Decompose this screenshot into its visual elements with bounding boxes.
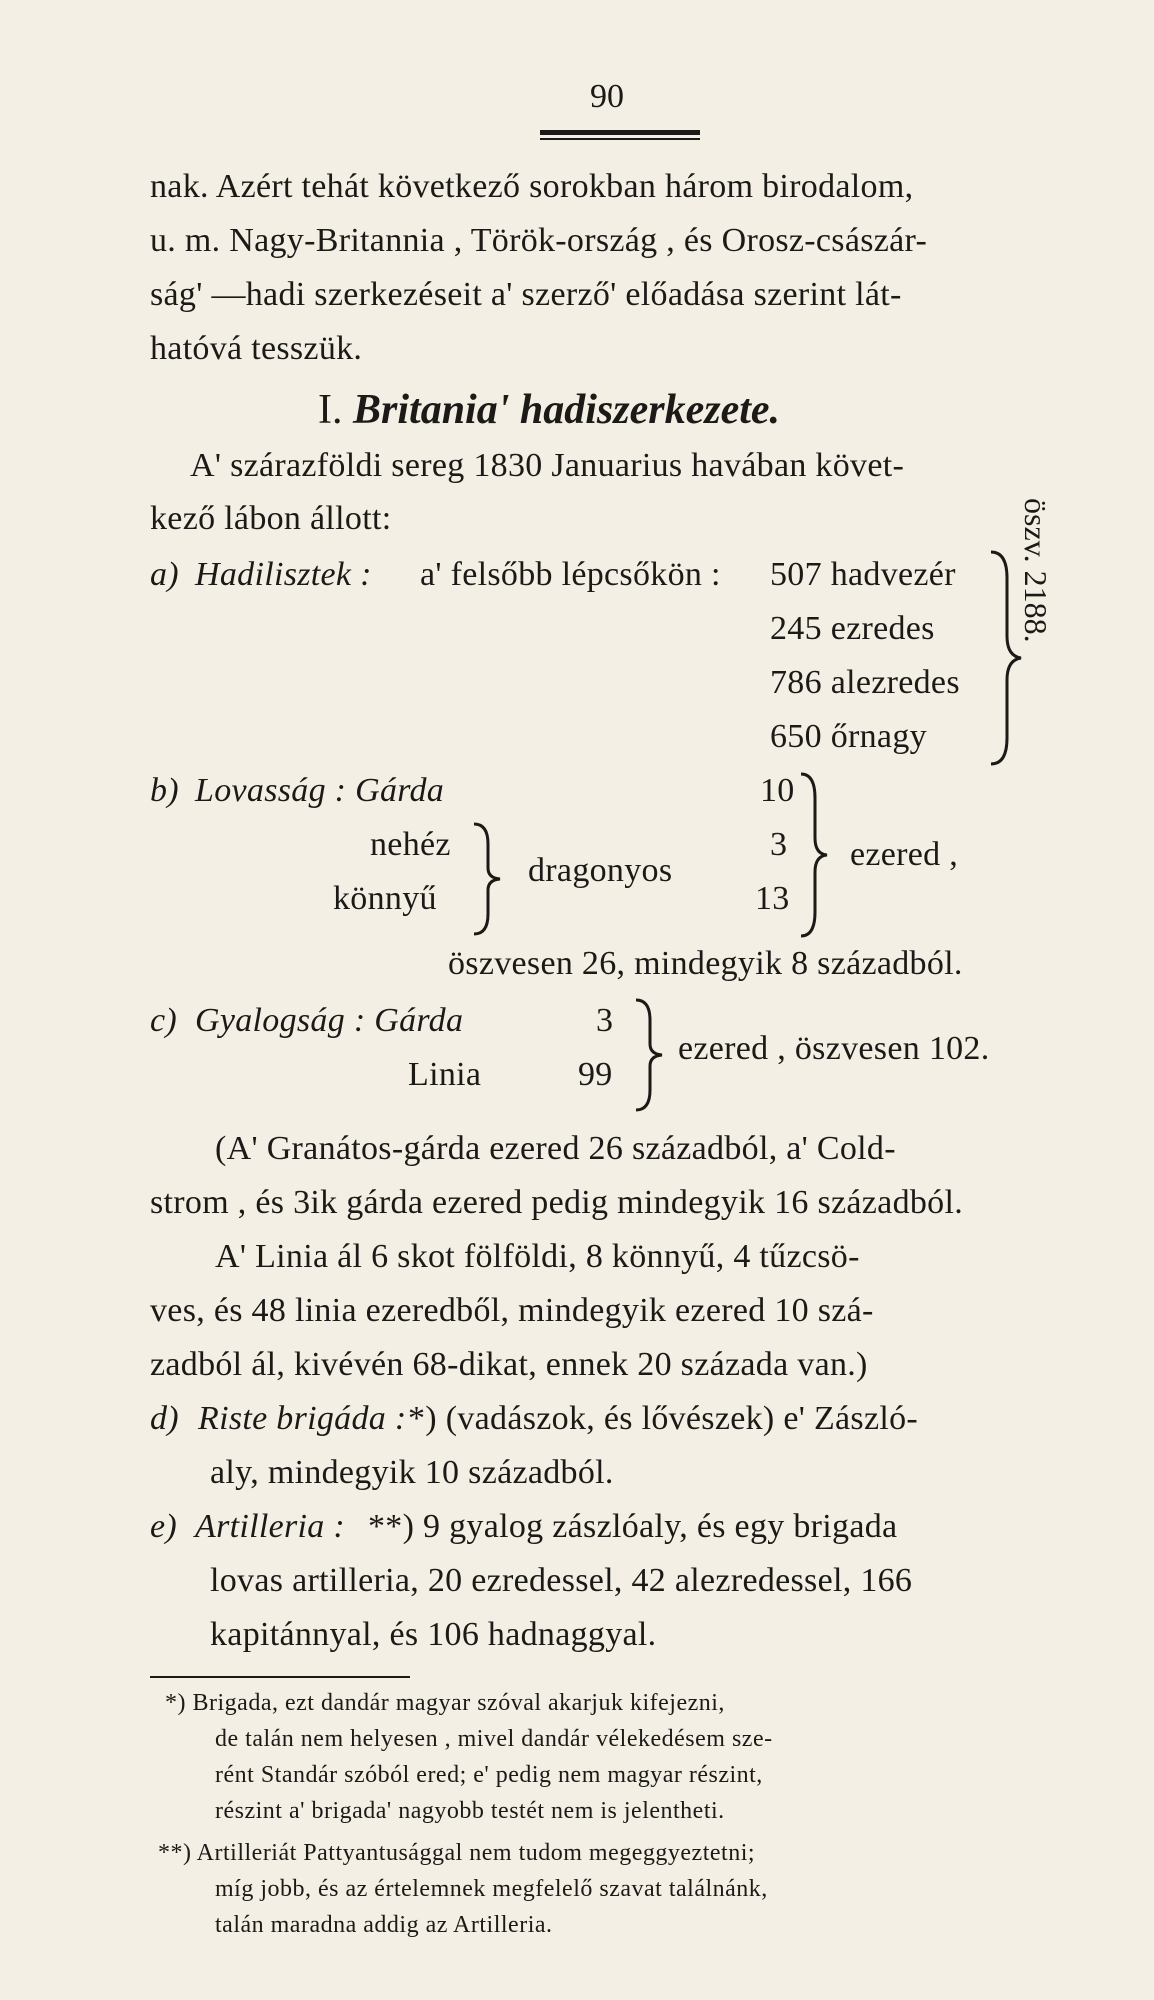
rank-row: 507 hadvezér <box>770 556 956 593</box>
section-number: I. <box>318 387 343 433</box>
item-d-text: *) (vadászok, és lővészek) e' Zászló- <box>408 1400 919 1437</box>
item-a-text: a' felsőbb lépcsőkön : <box>420 556 721 593</box>
paragraph-line: A' Linia ál 6 skot fölföldi, 8 könnyű, 4 tűzcsö- <box>215 1238 860 1275</box>
unit-label: ezered , <box>850 836 959 873</box>
item-label-d: Riste brigáda : <box>198 1400 407 1437</box>
section-heading <box>318 386 780 434</box>
item-marker-b: b) <box>150 772 179 809</box>
number-cell: 10 <box>760 772 795 809</box>
header-rule-thin <box>540 138 700 140</box>
intro-line: hatóvá tesszük. <box>150 330 363 367</box>
footnote-line: **) Artilleriát Pattyantusággal nem tudom megeggyeztetni; <box>158 1840 756 1866</box>
intro-line: u. m. Nagy-Britannia , Török-ország , és Orosz-császár- <box>150 222 928 259</box>
right-brace-icon <box>795 770 835 940</box>
rank-row: 650 őrnagy <box>770 718 927 755</box>
paragraph-line: zadból ál, kivévén 68-dikat, ennek 20 százada van.) <box>150 1346 868 1383</box>
header-rule <box>540 130 700 135</box>
footnote-line: rént Standár szóból ered; e' pedig nem magyar részint, <box>215 1762 763 1788</box>
item-e-text: **) 9 gyalog zászlóaly, és egy brigada <box>368 1508 898 1545</box>
cavalry-sum: öszvesen 26, mindegyik 8 századból. <box>448 945 963 982</box>
item-label-c: Gyalogság : Gárda <box>195 1002 464 1039</box>
cavalry-type: könnyű <box>333 880 437 917</box>
footnote-line: *) Brigada, ezt dandár magyar szóval akarjuk kifejezni, <box>165 1690 725 1716</box>
footnote-rule <box>150 1676 410 1678</box>
item-e-text: kapitánnyal, és 106 hadnaggyal. <box>210 1616 657 1653</box>
right-brace-icon <box>630 996 670 1114</box>
item-label-a: Hadilisztek : <box>195 556 372 593</box>
rank-row: 786 alezredes <box>770 664 960 701</box>
infantry-sum: ezered , öszvesen 102. <box>678 1030 990 1067</box>
footnote-line: részint a' brigada' nagyobb testét nem is jelentheti. <box>215 1798 725 1824</box>
dragoons-label: dragonyos <box>528 852 673 889</box>
item-label-b: Lovasság : Gárda <box>195 772 445 809</box>
item-marker-e: e) <box>150 1508 178 1545</box>
item-e-text: lovas artilleria, 20 ezredessel, 42 alezredessel, 166 <box>210 1562 913 1599</box>
paragraph-line: strom , és 3ik gárda ezered pedig mindegyik 16 századból. <box>150 1184 964 1221</box>
section-title: Britania' hadiszerkezete. <box>353 387 781 433</box>
item-marker-d: d) <box>150 1400 179 1437</box>
intro-line: ság' —hadi szerkezéseit a' szerző' előadása szerint lát- <box>150 276 902 313</box>
paragraph-line: A' szárazföldi sereg 1830 Januarius havában követ- <box>190 447 905 484</box>
paragraph-line: ves, és 48 linia ezeredből, mindegyik ezered 10 szá- <box>150 1292 874 1329</box>
intro-line: nak. Azért tehát következő sorokban három birodalom, <box>150 168 914 205</box>
item-marker-a: a) <box>150 556 179 593</box>
right-brace-icon <box>468 820 508 938</box>
footnote-line: míg jobb, és az értelemnek megfelelő szavat találnánk, <box>215 1876 768 1902</box>
item-label-e: Artilleria : <box>195 1508 345 1545</box>
infantry-linia: Linia <box>408 1056 482 1093</box>
paragraph-line: kező lábon állott: <box>150 500 392 537</box>
rank-row: 245 ezredes <box>770 610 935 647</box>
cavalry-type: nehéz <box>370 826 451 863</box>
footnote-line: talán maradna addig az Artilleria. <box>215 1912 553 1938</box>
number-cell: 3 <box>596 1002 614 1039</box>
number-cell: 3 <box>770 826 788 863</box>
number-cell: 99 <box>578 1056 613 1093</box>
item-d-text: aly, mindegyik 10 századból. <box>210 1454 614 1491</box>
number-cell: 13 <box>755 880 790 917</box>
page-number: 90 <box>590 78 624 115</box>
footnote-line: de talán nem helyesen , mivel dandár vélekedésem sze- <box>215 1726 773 1752</box>
item-marker-c: c) <box>150 1002 178 1039</box>
paragraph-line: (A' Granátos-gárda ezered 26 századból, a' Cold- <box>215 1130 896 1167</box>
total-vertical: öszv. 2188. <box>1018 498 1054 643</box>
